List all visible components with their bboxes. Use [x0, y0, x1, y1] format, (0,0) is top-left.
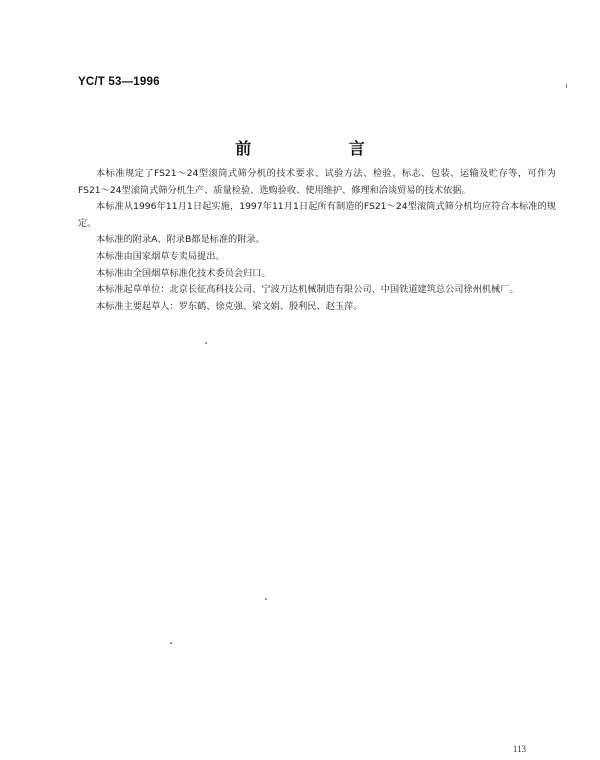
- standard-code: YC/T 53—1996: [78, 76, 160, 88]
- paragraph-scope: 本标准规定了FS21～24型滚筒式筛分机的技术要求、试验方法、检验、标志、包装、运输及贮存等，可作为FS21～24型滚筒式筛分机生产、质量检验、选购验收、使用维护、修理和洽谈贸易的技术依据。: [78, 168, 556, 196]
- paragraph-appendices: 本标准的附录A、附录B都是标准的附录。: [96, 234, 265, 246]
- paragraph-proposed-by: 本标准由国家烟草专卖局提出。: [96, 250, 225, 262]
- scan-speck: [566, 84, 567, 88]
- page-number: 113: [512, 744, 526, 754]
- scan-speck: [205, 342, 207, 344]
- paragraph-drafting-units: 本标准起草单位：北京长征高科技公司、宁波万达机械制造有限公司、中国铁道建筑总公司徐州机械厂。: [96, 284, 519, 296]
- paragraph-effective-date: 本标准从1996年11月1日起实施，1997年11月1日起所有制造的FS21～24型滚筒式筛分机均应符合本标准的规定。: [78, 201, 556, 229]
- scan-speck: [265, 598, 267, 600]
- scan-speck: [170, 642, 172, 644]
- page-title: 前 言: [235, 139, 411, 158]
- paragraph-drafters: 本标准主要起草人：罗东鹤、徐克强、梁文娟、殷利民、赵玉萍。: [96, 300, 363, 312]
- paragraph-under-jurisdiction: 本标准由全国烟草标准化技术委员会归口。: [96, 267, 271, 279]
- foreword-body: [78, 166, 556, 315]
